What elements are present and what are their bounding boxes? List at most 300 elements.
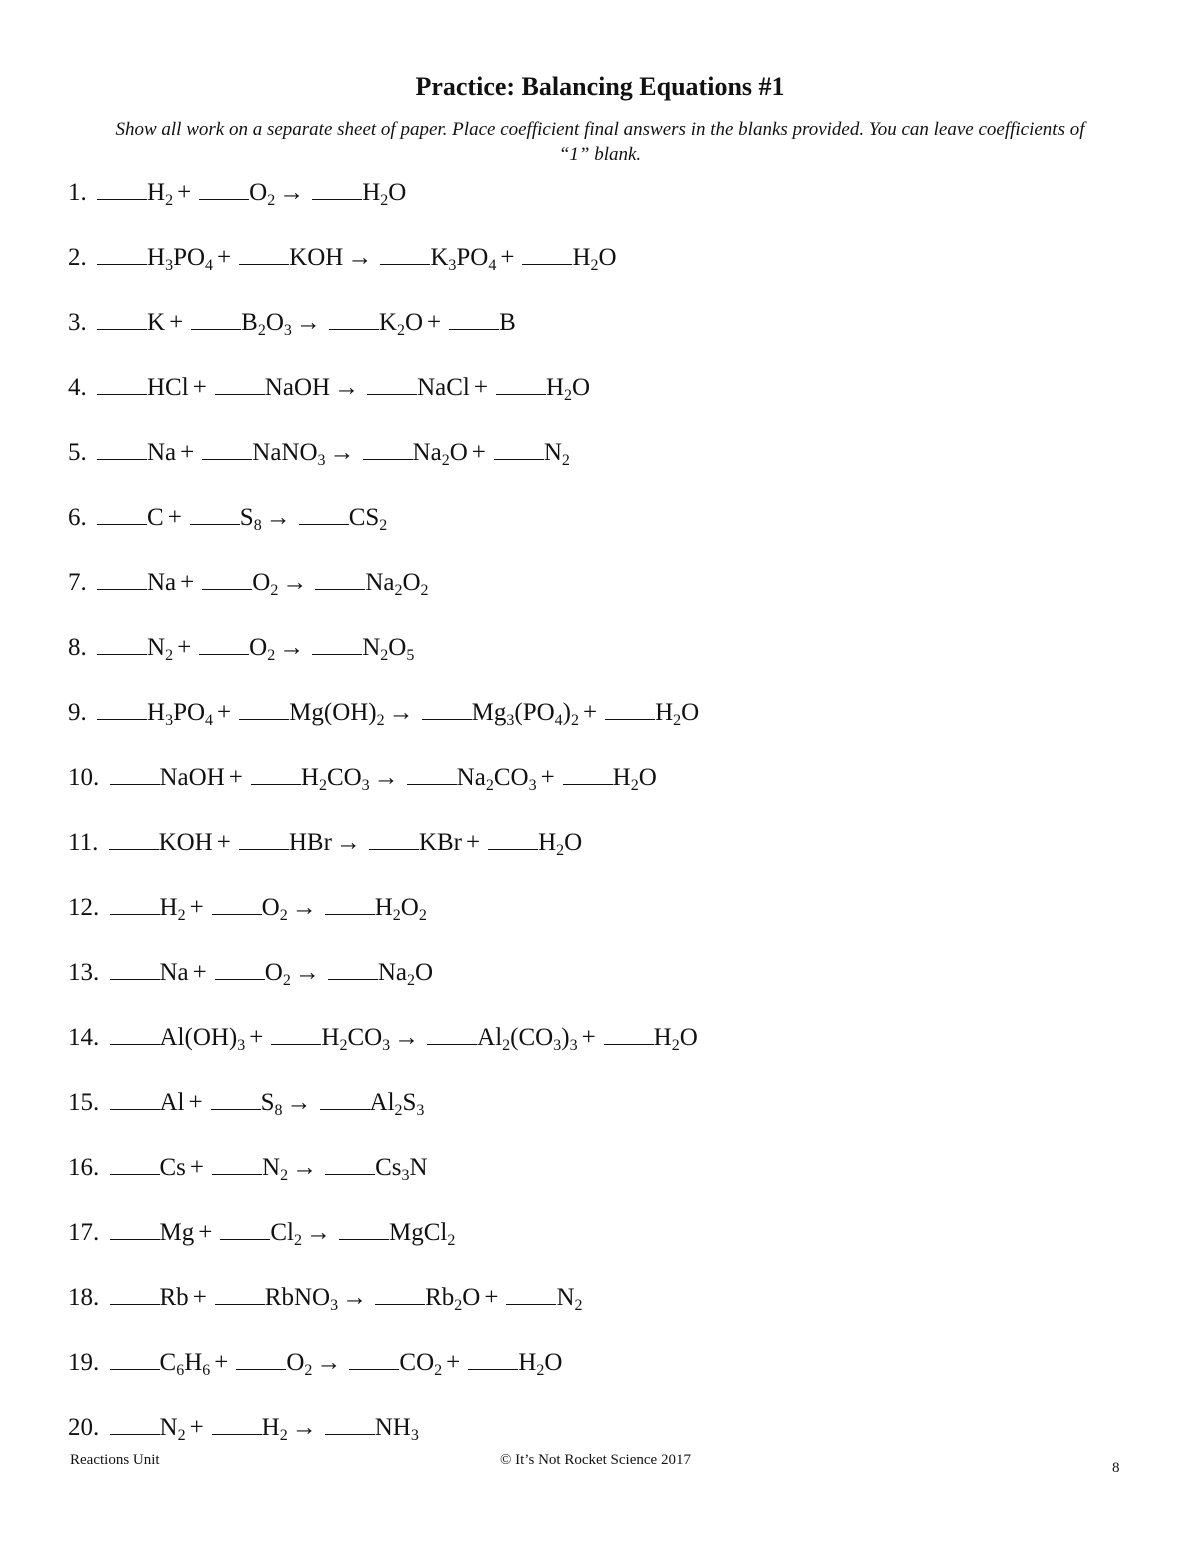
plus-sign: + xyxy=(217,244,232,271)
chemical-formula xyxy=(159,829,213,856)
formula-text: O xyxy=(286,1349,305,1376)
formula-subscript: 2 xyxy=(280,1167,289,1184)
chemical-formula xyxy=(348,504,388,534)
formula-text: RbNO xyxy=(264,1284,331,1311)
formula-text: O xyxy=(598,244,617,271)
coefficient-blank[interactable] xyxy=(97,372,147,395)
equation-row xyxy=(68,241,1128,306)
formula-subscript: 2 xyxy=(574,1297,583,1314)
formula-text: O xyxy=(400,894,419,921)
formula-subscript: 3 xyxy=(569,1037,578,1054)
formula-subscript: 2 xyxy=(304,1362,313,1379)
instructions-text: Show all work on a separate sheet of paper. Place coefficient final answers in the blanks provided. You can leave coefficients of “1” blank. xyxy=(115,119,1085,165)
formula-subscript: 3 xyxy=(165,712,174,729)
equation-row xyxy=(68,436,1128,501)
reaction-arrow: → xyxy=(335,829,361,856)
coefficient-blank[interactable] xyxy=(239,827,289,850)
formula-subscript: 2 xyxy=(267,192,276,209)
coefficient-blank[interactable] xyxy=(202,437,252,460)
plus-sign: + xyxy=(177,634,192,661)
plus-sign: + xyxy=(189,1414,204,1441)
formula-subscript: 2 xyxy=(339,1037,348,1054)
equation-number: 20. xyxy=(68,1414,100,1441)
formula-text: O xyxy=(388,179,407,206)
coefficient-blank[interactable] xyxy=(312,632,362,655)
equation-number: 14. xyxy=(68,1024,100,1051)
formula-subscript: 2 xyxy=(267,647,276,664)
coefficient-blank[interactable] xyxy=(320,1087,370,1110)
equation-number: 6. xyxy=(68,504,87,531)
coefficient-blank[interactable] xyxy=(496,372,546,395)
equation-row xyxy=(68,631,1128,696)
equation-row xyxy=(68,566,1128,631)
coefficient-blank[interactable] xyxy=(110,762,160,785)
coefficient-blank[interactable] xyxy=(215,1282,265,1305)
coefficient-blank[interactable] xyxy=(109,827,159,850)
plus-sign: + xyxy=(217,699,232,726)
equation-number: 16. xyxy=(68,1154,100,1181)
chemical-formula xyxy=(653,1024,698,1054)
formula-text: O xyxy=(265,309,284,336)
formula-text: KOH xyxy=(289,244,344,271)
equation-number: 12. xyxy=(68,894,100,921)
chemical-formula xyxy=(159,894,186,924)
plus-sign: + xyxy=(471,439,486,466)
equation-list xyxy=(68,176,1128,1476)
reaction-arrow: → xyxy=(373,764,399,791)
formula-text: S xyxy=(402,1089,417,1116)
formula-text: O xyxy=(261,894,280,921)
formula-text: B xyxy=(499,309,516,336)
formula-text: H xyxy=(261,1414,280,1441)
chemical-formula xyxy=(252,569,279,599)
coefficient-blank[interactable] xyxy=(212,1152,262,1175)
plus-sign: + xyxy=(465,829,481,856)
formula-subscript: 2 xyxy=(434,1362,443,1379)
formula-text: K xyxy=(147,309,166,336)
reaction-arrow: → xyxy=(329,439,355,466)
formula-text: O xyxy=(388,634,407,661)
equation-number: 8. xyxy=(68,634,87,661)
formula-text: O xyxy=(564,829,583,856)
formula-subscript: 2 xyxy=(396,322,405,339)
coefficient-blank[interactable] xyxy=(97,567,147,590)
chemical-formula xyxy=(160,1089,185,1116)
chemical-formula xyxy=(147,374,189,401)
formula-text: Al xyxy=(477,1024,503,1051)
formula-text: N xyxy=(362,634,381,661)
reaction-arrow: → xyxy=(347,244,373,271)
formula-text: H xyxy=(612,764,631,791)
formula-text: O xyxy=(264,959,283,986)
coefficient-blank[interactable] xyxy=(215,957,265,980)
formula-subscript: 2 xyxy=(590,257,599,274)
coefficient-blank[interactable] xyxy=(211,1087,261,1110)
formula-text: PO xyxy=(456,244,489,271)
coefficient-blank[interactable] xyxy=(110,1412,160,1435)
formula-text: O xyxy=(638,764,657,791)
chemical-formula xyxy=(160,1284,189,1311)
chemical-formula xyxy=(241,309,292,339)
reaction-arrow: → xyxy=(295,309,321,336)
formula-subscript: 2 xyxy=(165,647,174,664)
formula-text: O xyxy=(404,309,424,336)
formula-subscript: 2 xyxy=(571,712,579,729)
formula-text: H xyxy=(147,699,166,726)
formula-text: CO xyxy=(326,764,362,791)
formula-text: CO xyxy=(493,764,529,791)
reaction-arrow: → xyxy=(316,1349,342,1376)
chemical-formula xyxy=(412,439,468,469)
formula-text: O xyxy=(681,699,700,726)
coefficient-blank[interactable] xyxy=(605,697,655,720)
formula-subscript: 2 xyxy=(165,192,174,209)
formula-text: CS xyxy=(348,504,380,531)
chemical-formula xyxy=(419,829,462,856)
formula-subscript: 2 xyxy=(671,1037,680,1054)
coefficient-blank[interactable] xyxy=(325,1152,375,1175)
reaction-arrow: → xyxy=(334,374,360,401)
chemical-formula xyxy=(160,1219,195,1246)
formula-subscript: 2 xyxy=(376,712,385,729)
formula-text: Na xyxy=(456,764,486,791)
coefficient-blank[interactable] xyxy=(97,437,147,460)
equation-row xyxy=(68,826,1128,891)
chemical-formula xyxy=(425,1284,481,1314)
formula-text: H xyxy=(147,179,166,206)
formula-subscript: 2 xyxy=(177,1427,186,1444)
formula-text: N xyxy=(543,439,562,466)
formula-subscript: 2 xyxy=(392,907,401,924)
equation-number: 4. xyxy=(68,374,87,401)
reaction-arrow: → xyxy=(291,894,317,921)
equation-row xyxy=(68,891,1128,956)
formula-text: H xyxy=(653,1024,672,1051)
formula-text: Mg(OH) xyxy=(289,699,377,726)
chemical-formula xyxy=(261,1414,288,1444)
formula-text: O xyxy=(572,374,591,401)
formula-text: H xyxy=(518,1349,537,1376)
formula-subscript: 2 xyxy=(379,517,388,534)
formula-subscript: 2 xyxy=(447,1232,456,1249)
formula-text: KOH xyxy=(158,829,213,856)
formula-text: PO xyxy=(173,244,206,271)
formula-text: N xyxy=(556,1284,575,1311)
coefficient-blank[interactable] xyxy=(506,1282,556,1305)
coefficient-blank[interactable] xyxy=(494,437,544,460)
page-title: Practice: Balancing Equations #1 xyxy=(415,72,785,101)
coefficient-blank[interactable] xyxy=(349,1347,399,1370)
coefficient-blank[interactable] xyxy=(271,1022,321,1045)
coefficient-blank[interactable] xyxy=(325,892,375,915)
equation-number: 15. xyxy=(68,1089,100,1116)
reaction-arrow: → xyxy=(279,634,305,661)
chemical-formula xyxy=(499,309,516,336)
footer-copyright: © It’s Not Rocket Science 2017 xyxy=(500,1452,691,1468)
coefficient-blank[interactable] xyxy=(110,957,160,980)
formula-text: O xyxy=(249,179,268,206)
plus-sign: + xyxy=(581,1024,596,1051)
coefficient-blank[interactable] xyxy=(215,372,265,395)
coefficient-blank[interactable] xyxy=(110,1347,160,1370)
formula-text: Na xyxy=(147,439,177,466)
plus-sign: + xyxy=(427,309,442,336)
formula-text: Rb xyxy=(425,1284,455,1311)
formula-text: H xyxy=(300,764,319,791)
coefficient-blank[interactable] xyxy=(488,827,538,850)
coefficient-blank[interactable] xyxy=(251,762,301,785)
formula-subscript: 2 xyxy=(673,712,682,729)
coefficient-blank[interactable] xyxy=(427,1022,477,1045)
coefficient-blank[interactable] xyxy=(191,307,241,330)
coefficient-blank[interactable] xyxy=(110,1217,160,1240)
formula-text: NaCl xyxy=(417,374,470,401)
plus-sign: + xyxy=(214,1349,229,1376)
coefficient-blank[interactable] xyxy=(190,502,240,525)
coefficient-blank[interactable] xyxy=(367,372,417,395)
formula-text: H xyxy=(184,1349,203,1376)
formula-text: O xyxy=(414,959,434,986)
coefficient-blank[interactable] xyxy=(369,827,419,850)
equation-number: 10. xyxy=(68,764,100,791)
coefficient-blank[interactable] xyxy=(375,1282,425,1305)
chemical-formula xyxy=(252,439,326,469)
plus-sign: + xyxy=(192,959,207,986)
chemical-formula xyxy=(147,699,214,729)
equation-number: 19. xyxy=(68,1349,100,1376)
plus-sign: + xyxy=(169,309,184,336)
formula-subscript: 3 xyxy=(283,322,292,339)
chemical-formula xyxy=(538,829,583,859)
equation-row xyxy=(68,1151,1128,1216)
chemical-formula xyxy=(265,374,330,401)
formula-subscript: 3 xyxy=(401,1167,410,1184)
coefficient-blank[interactable] xyxy=(239,242,289,265)
plus-sign: + xyxy=(540,764,555,791)
plus-sign: + xyxy=(189,894,204,921)
formula-subscript: 2 xyxy=(406,972,415,989)
reaction-arrow: → xyxy=(294,959,320,986)
coefficient-blank[interactable] xyxy=(97,242,147,265)
formula-text: NaNO xyxy=(252,439,318,466)
coefficient-blank[interactable] xyxy=(407,762,457,785)
chemical-formula xyxy=(365,569,429,599)
coefficient-blank[interactable] xyxy=(522,242,572,265)
formula-subscript: 2 xyxy=(279,907,288,924)
coefficient-blank[interactable] xyxy=(422,697,472,720)
formula-text: O xyxy=(679,1024,698,1051)
chemical-formula xyxy=(147,244,214,274)
equation-number: 3. xyxy=(68,309,87,336)
formula-text: S xyxy=(260,1089,275,1116)
formula-text: S xyxy=(239,504,254,531)
formula-text: MgCl xyxy=(388,1219,448,1246)
formula-subscript: 4 xyxy=(488,257,497,274)
chemical-formula xyxy=(471,699,579,729)
formula-text: C xyxy=(159,1349,177,1376)
chemical-formula xyxy=(147,179,174,209)
coefficient-blank[interactable] xyxy=(363,437,413,460)
chemical-formula xyxy=(399,1349,443,1379)
reaction-arrow: → xyxy=(291,1414,317,1441)
equation-number: 2. xyxy=(68,244,87,271)
coefficient-blank[interactable] xyxy=(97,697,147,720)
coefficient-blank[interactable] xyxy=(97,502,147,525)
formula-subscript: 2 xyxy=(561,452,570,469)
plus-sign: + xyxy=(249,1024,264,1051)
chemical-formula xyxy=(518,1349,563,1379)
coefficient-blank[interactable] xyxy=(97,307,147,330)
coefficient-blank[interactable] xyxy=(202,567,252,590)
equation-row xyxy=(68,1021,1128,1086)
coefficient-blank[interactable] xyxy=(299,502,349,525)
plus-sign: + xyxy=(583,699,598,726)
formula-text: H xyxy=(374,894,393,921)
formula-subscript: 2 xyxy=(454,1297,463,1314)
formula-text: Al xyxy=(369,1089,395,1116)
formula-text: H xyxy=(545,374,565,401)
coefficient-blank[interactable] xyxy=(110,1022,160,1045)
plus-sign: + xyxy=(500,244,515,271)
coefficient-blank[interactable] xyxy=(328,957,378,980)
chemical-formula xyxy=(270,1219,302,1249)
plus-sign: + xyxy=(216,829,231,856)
formula-text: O xyxy=(544,1349,563,1376)
coefficient-blank[interactable] xyxy=(110,892,160,915)
chemical-formula xyxy=(261,894,288,924)
formula-subscript: 4 xyxy=(205,257,214,274)
plus-sign: + xyxy=(180,569,195,596)
chemical-formula xyxy=(147,439,176,466)
formula-text: (PO xyxy=(514,699,555,726)
chemical-formula xyxy=(264,1284,339,1314)
coefficient-blank[interactable] xyxy=(449,307,499,330)
formula-text: O xyxy=(402,569,421,596)
coefficient-blank[interactable] xyxy=(110,1282,160,1305)
formula-subscript: 6 xyxy=(202,1362,211,1379)
equation-row xyxy=(68,176,1128,241)
formula-subscript: 2 xyxy=(380,647,389,664)
formula-subscript: 3 xyxy=(410,1427,419,1444)
chemical-formula xyxy=(612,764,657,794)
formula-text: H xyxy=(655,699,674,726)
formula-subscript: 2 xyxy=(318,777,327,794)
equation-row xyxy=(68,306,1128,371)
formula-subscript: 2 xyxy=(394,582,403,599)
coefficient-blank[interactable] xyxy=(97,177,147,200)
formula-subscript: 2 xyxy=(556,842,565,859)
coefficient-blank[interactable] xyxy=(312,177,362,200)
formula-text: O xyxy=(252,569,271,596)
formula-text: N xyxy=(147,634,166,661)
reaction-arrow: → xyxy=(394,1024,420,1051)
formula-subscript: 2 xyxy=(420,582,429,599)
coefficient-blank[interactable] xyxy=(212,892,262,915)
formula-text: Cl xyxy=(270,1219,294,1246)
page-number: 8 xyxy=(1112,1460,1120,1476)
formula-text: HCl xyxy=(147,374,189,401)
formula-text: PO xyxy=(173,699,206,726)
coefficient-blank[interactable] xyxy=(220,1217,270,1240)
coefficient-blank[interactable] xyxy=(110,1087,160,1110)
formula-text: (CO xyxy=(510,1024,554,1051)
coefficient-blank[interactable] xyxy=(199,177,249,200)
coefficient-blank[interactable] xyxy=(339,1217,389,1240)
formula-text: H xyxy=(321,1024,340,1051)
coefficient-blank[interactable] xyxy=(604,1022,654,1045)
chemical-formula xyxy=(249,634,276,664)
coefficient-blank[interactable] xyxy=(212,1412,262,1435)
chemical-formula xyxy=(147,309,165,336)
formula-subscript: 2 xyxy=(279,1427,288,1444)
coefficient-blank[interactable] xyxy=(97,632,147,655)
formula-subscript: 3 xyxy=(317,452,326,469)
formula-text: H xyxy=(572,244,591,271)
coefficient-blank[interactable] xyxy=(236,1347,286,1370)
chemical-formula xyxy=(321,1024,391,1054)
coefficient-blank[interactable] xyxy=(380,242,430,265)
chemical-formula xyxy=(377,959,434,989)
coefficient-blank[interactable] xyxy=(563,762,613,785)
chemical-formula xyxy=(477,1024,578,1054)
chemical-formula xyxy=(375,1154,428,1184)
chemical-formula xyxy=(374,1414,419,1444)
formula-subscript: 2 xyxy=(502,1037,511,1054)
formula-text: C xyxy=(147,504,164,531)
formula-text: H xyxy=(538,829,557,856)
formula-text: Na xyxy=(147,569,177,596)
plus-sign: + xyxy=(484,1284,499,1311)
coefficient-blank[interactable] xyxy=(315,567,365,590)
formula-text: ) xyxy=(562,699,571,726)
formula-subscript: 3 xyxy=(361,777,370,794)
formula-text: N xyxy=(262,1154,281,1181)
formula-subscript: 3 xyxy=(553,1037,562,1054)
chemical-formula xyxy=(160,959,189,986)
formula-text: Na xyxy=(412,439,442,466)
equation-row xyxy=(68,1086,1128,1151)
formula-text: NaOH xyxy=(264,374,331,401)
plus-sign: + xyxy=(189,1154,205,1181)
formula-text: Cs xyxy=(375,1154,402,1181)
reaction-arrow: → xyxy=(292,1154,318,1181)
chemical-formula xyxy=(264,959,291,989)
formula-text: NaOH xyxy=(159,764,225,791)
plus-sign: + xyxy=(180,439,195,466)
equation-row xyxy=(68,1346,1128,1411)
plus-sign: + xyxy=(192,1284,207,1311)
formula-subscript: 2 xyxy=(441,452,450,469)
coefficient-blank[interactable] xyxy=(110,1152,160,1175)
formula-text: O xyxy=(462,1284,481,1311)
coefficient-blank[interactable] xyxy=(199,632,249,655)
coefficient-blank[interactable] xyxy=(329,307,379,330)
coefficient-blank[interactable] xyxy=(325,1412,375,1435)
coefficient-blank[interactable] xyxy=(468,1347,518,1370)
equation-number: 5. xyxy=(68,439,87,466)
formula-subscript: 3 xyxy=(448,257,457,274)
formula-text: KBr xyxy=(418,829,462,856)
formula-subscript: 8 xyxy=(274,1102,283,1119)
formula-subscript: 3 xyxy=(528,777,537,794)
coefficient-blank[interactable] xyxy=(239,697,289,720)
chemical-formula xyxy=(655,699,700,729)
formula-subscript: 8 xyxy=(253,517,262,534)
formula-subscript: 4 xyxy=(554,712,563,729)
reaction-arrow: → xyxy=(279,179,305,206)
formula-text: H xyxy=(159,894,178,921)
formula-subscript: 2 xyxy=(380,192,389,209)
